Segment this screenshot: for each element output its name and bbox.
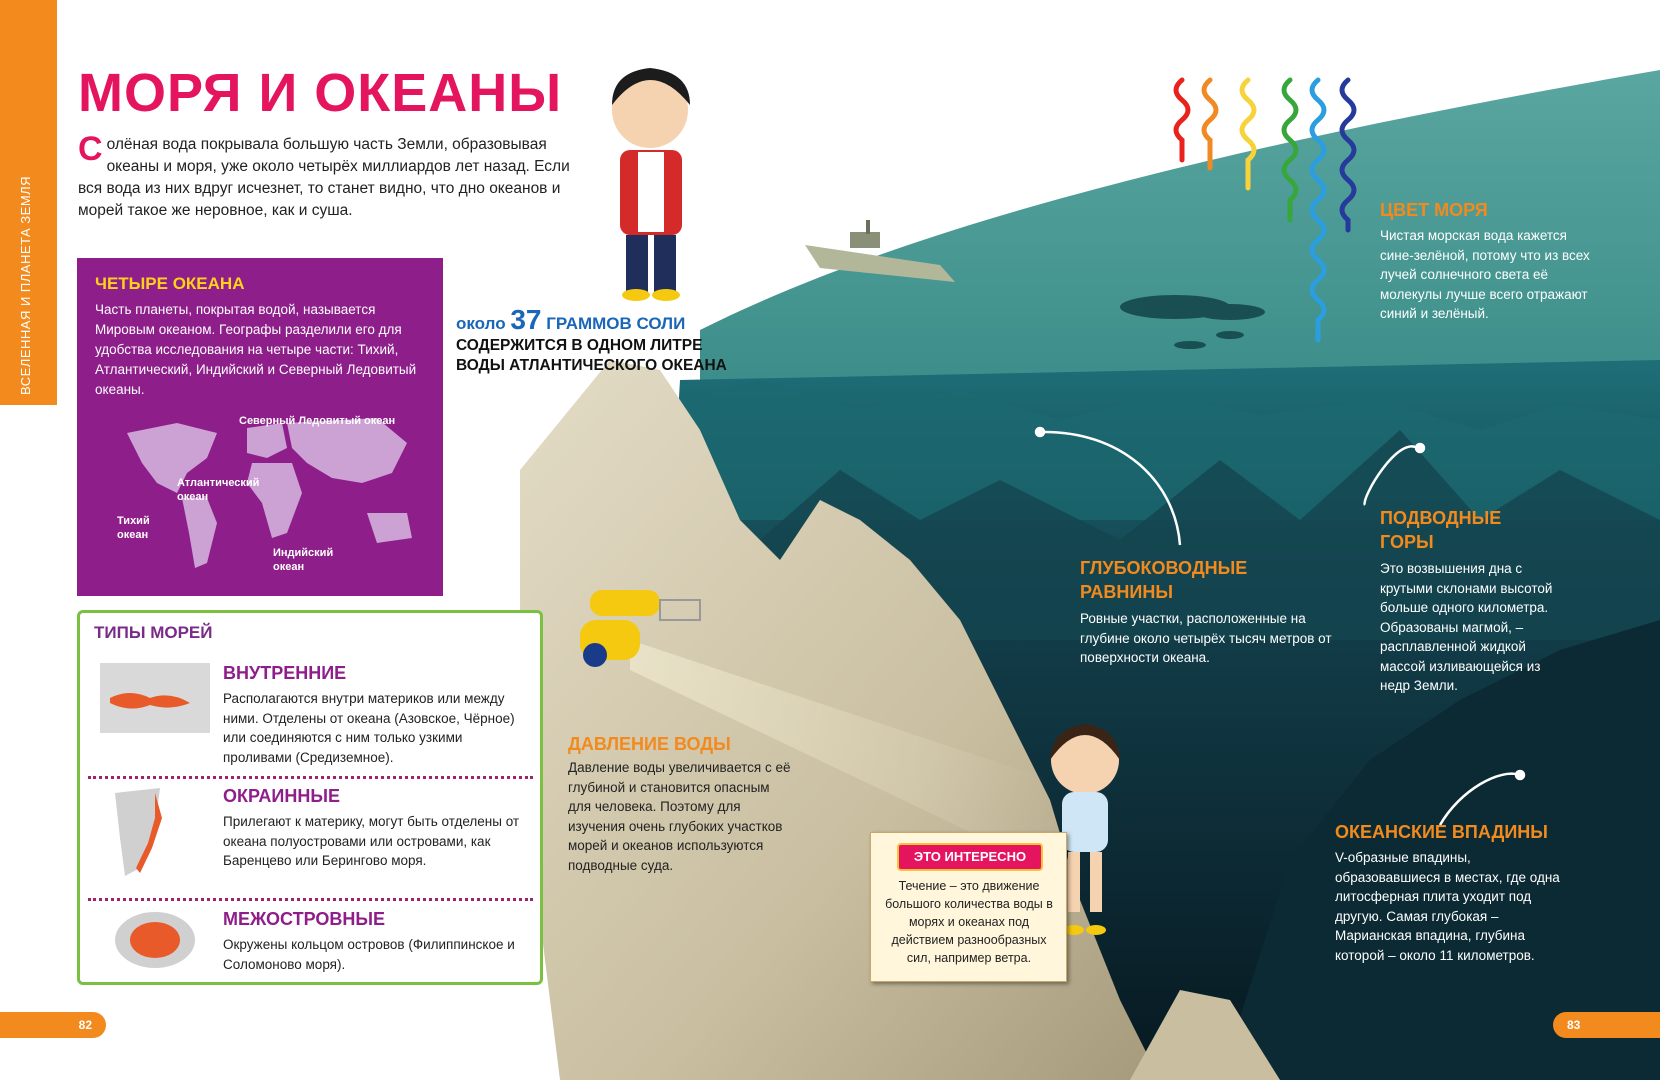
four-oceans-text: Часть планеты, покрытая водой, называется Мировым океаном. Географы разделили его для удобства исследования на четыре части: Тихий, Атлантический, Индийский и Северный Ледовитый океаны. bbox=[95, 302, 417, 397]
section-tab-label: ВСЕЛЕННАЯ И ПЛАНЕТА ЗЕМЛЯ bbox=[18, 175, 33, 395]
mountains-head-line1: ПОДВОДНЫЕ bbox=[1380, 508, 1502, 528]
intro-dropcap: С bbox=[78, 130, 103, 168]
plains-text: Ровные участки, расположенные на глубине около четырёх тысяч метров от поверхности океана. bbox=[1080, 611, 1332, 665]
inter-island-sea-map-icon bbox=[110, 908, 200, 973]
four-oceans-box bbox=[77, 258, 443, 596]
marginal-seas-head: ОКРАИННЫЕ bbox=[223, 786, 340, 806]
section-tab bbox=[0, 0, 57, 405]
sea-color-text: Чистая морская вода кажется сине-зелёной, потому что из всех лучей солнечного света её молекулы лучше всего отражают синий и зелёный. bbox=[1380, 228, 1590, 321]
page-number-left: 82 bbox=[0, 1012, 106, 1038]
interesting-fact-text: Течение – это движение большого количества воды в морях и океанах под действием разнообразных сил, например ветра. bbox=[885, 879, 1053, 965]
salt-number: 37 bbox=[510, 304, 542, 335]
plains-head-line2: РАВНИНЫ bbox=[1080, 582, 1173, 602]
sea-types-title: ТИПЫ МОРЕЙ bbox=[94, 623, 213, 642]
mountains-text: Это возвышения дна с крутыми склонами высотой больше одного километра. Образованы магмой, – расплавленной жидкой массой изливающейся из недр Земли. bbox=[1380, 561, 1553, 693]
indian-ocean-label: Индийский океан bbox=[273, 547, 334, 573]
page-title: МОРЯ И ОКЕАНЫ bbox=[78, 63, 563, 123]
marginal-seas-text: Прилегают к материку, могут быть отделены от океана полуостровами или островами, как Баренцево или Берингово моря. bbox=[223, 814, 520, 868]
inter-island-seas-head: МЕЖОСТРОВНЫЕ bbox=[223, 909, 385, 929]
mountains-head-line2: ГОРЫ bbox=[1380, 532, 1434, 552]
sea-color-head: ЦВЕТ МОРЯ bbox=[1380, 200, 1488, 220]
inter-island-seas-text: Окружены кольцом островов (Филиппинское и Соломоново моря). bbox=[223, 937, 515, 972]
trenches-head: ОКЕАНСКИЕ ВПАДИНЫ bbox=[1335, 822, 1548, 842]
arctic-ocean-label: Северный Ледовитый океан bbox=[239, 415, 396, 427]
marginal-sea-map-icon bbox=[100, 788, 210, 878]
salt-fact-line bbox=[456, 304, 746, 336]
pressure-text: Давление воды увеличивается с её глубиной и становится опасным для человека. Поэтому для изучения очень глубоких участков морей и океанов используются подводные суда. bbox=[568, 760, 791, 873]
intro-text: олёная вода покрывала большую часть Земли, образовывая океаны и моря, уже около четырёх миллиардов лет назад. Если вся вода из них вдруг исчезнет, то станет видно, что дно океанов и морей такое же неровное, как и суша. bbox=[78, 136, 570, 219]
sea-types-box bbox=[77, 610, 543, 985]
inland-seas-text: Располагаются внутри материков или между ними. Отделены от океана (Азовское, Чёрное) или соединяются с ним только узкими проливами (Средиземное). bbox=[223, 691, 515, 765]
inland-seas-head: ВНУТРЕННИЕ bbox=[223, 663, 347, 683]
plains-head-line1: ГЛУБОКОВОДНЫЕ bbox=[1080, 558, 1248, 578]
inland-sea-map-icon bbox=[100, 663, 210, 733]
four-oceans-title: ЧЕТЫРЕ ОКЕАНА bbox=[95, 274, 245, 293]
pacific-ocean-label: Тихий океан bbox=[117, 515, 150, 541]
divider bbox=[88, 776, 533, 779]
divider bbox=[88, 898, 533, 901]
interesting-fact-badge: ЭТО ИНТЕРЕСНО bbox=[897, 843, 1043, 871]
atlantic-ocean-label: Атлантический океан bbox=[177, 477, 260, 503]
salt-suffix: ГРАММОВ СОЛИ bbox=[546, 314, 686, 333]
salt-prefix: около bbox=[456, 314, 506, 333]
boy-character-icon bbox=[612, 68, 690, 301]
intro-paragraph bbox=[78, 130, 578, 222]
pressure-head: ДАВЛЕНИЕ ВОДЫ bbox=[568, 734, 731, 754]
salt-fact bbox=[456, 304, 746, 376]
page-number-right: 83 bbox=[1553, 1012, 1660, 1038]
trenches-text: V-образные впадины, образовавшиеся в местах, где одна литосферная плита уходит под другую. Самая глубокая – Марианская впадина, глубина которой – около 11 километров. bbox=[1335, 850, 1560, 963]
interesting-fact-box bbox=[870, 832, 1067, 982]
salt-fact-text: СОДЕРЖИТСЯ В ОДНОМ ЛИТРЕ ВОДЫ АТЛАНТИЧЕСКОГО ОКЕАНА bbox=[456, 337, 727, 374]
